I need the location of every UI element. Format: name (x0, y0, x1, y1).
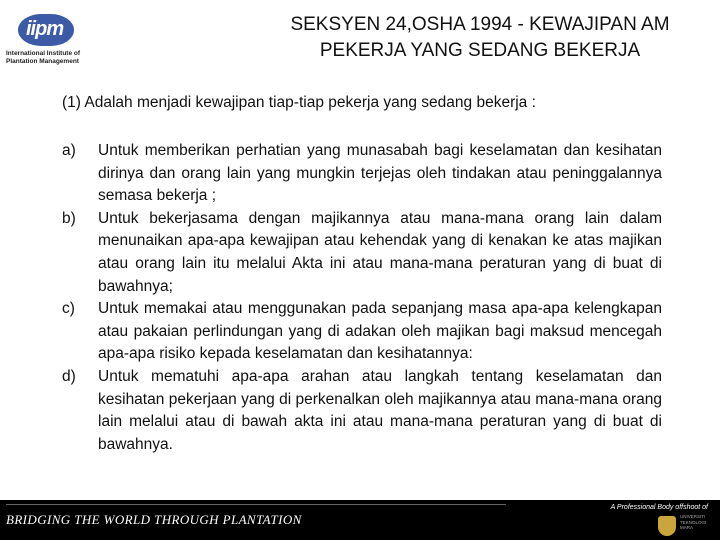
item-letter: a) (62, 142, 76, 159)
list-item (62, 298, 662, 366)
list-item (62, 140, 662, 208)
item-text: Untuk memberikan perhatian yang munasabah bagi keselamatan dan kesihatan dirinya dan orang lain yang mungkin terjejas oleh tindakan atau peninggalannya semasa bekerja ; (98, 142, 662, 205)
university-crest-icon (658, 516, 676, 536)
intro-text: (1) Adalah menjadi kewajipan tiap-tiap pekerja yang sedang bekerja : (62, 94, 536, 111)
iipm-logo (6, 10, 94, 72)
footer-tagline: BRIDGING THE WORLD THROUGH PLANTATION (6, 512, 302, 527)
item-letter: c) (62, 300, 75, 318)
duty-list (62, 140, 662, 456)
logo-caption: International Institute of Plantation Management (6, 50, 81, 65)
list-item (62, 366, 662, 456)
footer-note: A Professional Body offshoot of (610, 504, 708, 511)
item-letter: b) (62, 209, 76, 227)
slide-title: SEKSYEN 24,OSHA 1994 - KEWAJIPAN AM PEKERJA YANG SEDANG BEKERJA (290, 14, 670, 61)
item-text: Untuk memakai atau menggunakan pada sepanjang masa apa-apa kelengkapan atau pakaian perlindungan yang di adakan oleh majikan bagi maksud mencegah apa-apa risiko kepada keselamatan dan kesihatannya: (98, 300, 662, 363)
list-item (62, 208, 662, 298)
item-text: Untuk bekerjasama dengan majikannya atau mana-mana orang lain dalam menunaikan apa-apa kewajipan atau kehendak yang di kenakan ke atas majikan atau orang lain itu melalui Akta ini atau mana-mana peraturan yang di buat di bawahnya; (98, 209, 662, 295)
footer-divider (6, 504, 506, 505)
logo-mark-text: iipm (26, 18, 64, 40)
item-text: Untuk mematuhi apa-apa arahan atau langkah tentang keselamatan dan kesihatan pekerjaan yang di perkenalkan oleh majikannya atau mana-mana orang lain melalui atau di bawah akta ini atau mana-mana peraturan yang di buat di bawahnya. (98, 367, 662, 453)
footer-bar (0, 500, 720, 540)
crest-text: UNIVERSITI TEKNOLOGI MARA (680, 514, 707, 530)
item-letter: d) (62, 367, 76, 385)
